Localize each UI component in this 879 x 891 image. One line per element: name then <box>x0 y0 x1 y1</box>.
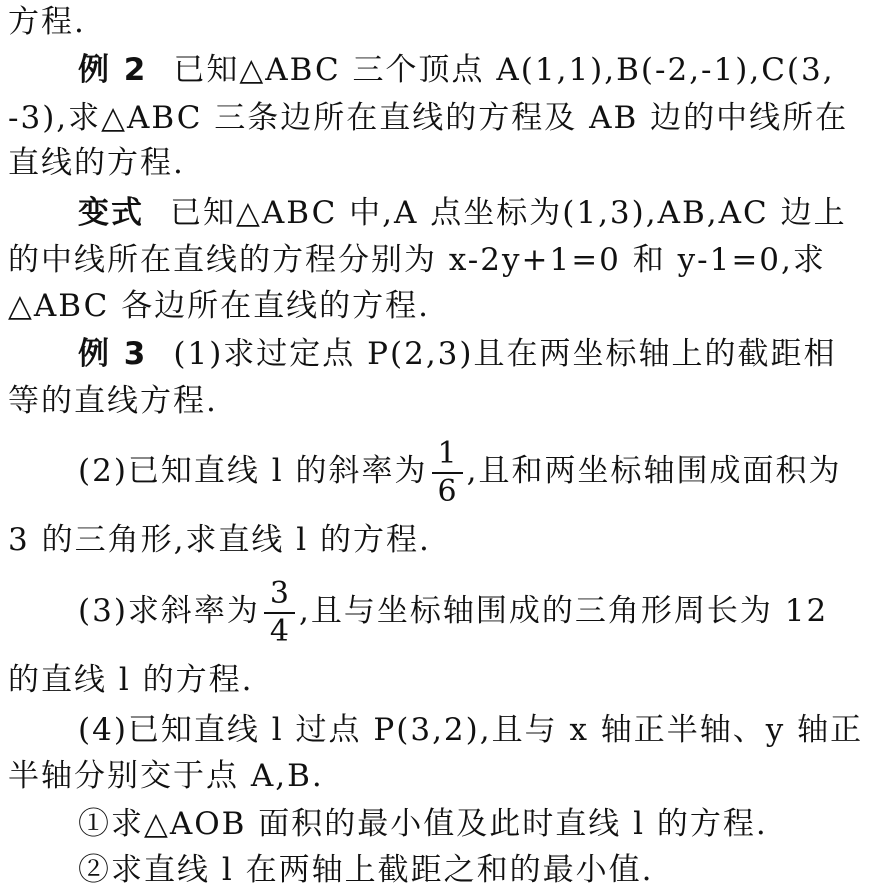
fraction-three-quarters <box>264 576 295 650</box>
example-3-text: (1)求过定点 P(2,3)且在两坐标轴上的截距相 <box>173 336 837 372</box>
fraction-denominator: 6 <box>437 473 457 509</box>
text-line <box>8 143 873 183</box>
fraction-numerator: 1 <box>432 436 463 474</box>
text-span: 方程. <box>8 4 86 40</box>
text-span: 半轴分别交于点 A,B. <box>8 758 324 794</box>
text-line <box>8 520 873 560</box>
variant-text: 已知△ABC 中,A 点坐标为(1,3),AB,AC 边上 <box>170 195 847 231</box>
subquestion-1 <box>78 804 873 844</box>
subquestion-2 <box>78 850 873 890</box>
fraction-numerator: 3 <box>264 576 295 614</box>
text-span: -3),求△ABC 三条边所在直线的方程及 AB 边的中线所在 <box>8 100 849 136</box>
problem-3-pre: (3)求斜率为 <box>78 593 260 629</box>
text-line <box>8 98 873 138</box>
text-line <box>8 660 873 700</box>
problem-2-post: ,且和两坐标轴围成面积为 <box>466 453 842 489</box>
example-2-heading <box>78 50 873 90</box>
example-2-label: 例 2 <box>78 52 148 88</box>
variant-heading <box>78 193 873 233</box>
problem-4-line <box>78 710 873 750</box>
text-line <box>8 381 873 421</box>
text-line <box>8 756 873 796</box>
text-span: ①求△AOB 面积的最小值及此时直线 l 的方程. <box>78 806 768 842</box>
problem-3-post: ,且与坐标轴围成的三角形周长为 12 <box>299 593 829 629</box>
text-span: 3 的三角形,求直线 l 的方程. <box>8 522 431 558</box>
text-span: 等的直线方程. <box>8 383 218 419</box>
text-span: 的直线 l 的方程. <box>8 662 254 698</box>
text-span: ②求直线 l 在两轴上截距之和的最小值. <box>78 852 654 888</box>
variant-label: 变式 <box>78 195 144 231</box>
text-line <box>8 2 873 42</box>
text-span: 直线的方程. <box>8 145 185 181</box>
text-line <box>8 286 873 326</box>
problem-3-line <box>78 568 873 654</box>
problem-2-line <box>78 428 873 514</box>
text-span: (4)已知直线 l 过点 P(3,2),且与 x 轴正半轴、y 轴正 <box>78 712 864 748</box>
text-line <box>8 240 873 280</box>
text-span: △ABC 各边所在直线的方程. <box>8 288 431 324</box>
example-2-text: 已知△ABC 三个顶点 A(1,1),B(-2,-1),C(3, <box>173 52 835 88</box>
example-3-label: 例 3 <box>78 336 148 372</box>
problem-2-pre: (2)已知直线 l 的斜率为 <box>78 453 428 489</box>
example-3-heading <box>78 334 873 374</box>
text-span: 的中线所在直线的方程分别为 x-2y+1=0 和 y-1=0,求 <box>8 242 826 278</box>
fraction-one-sixth <box>432 436 463 510</box>
fraction-denominator: 4 <box>269 613 290 649</box>
